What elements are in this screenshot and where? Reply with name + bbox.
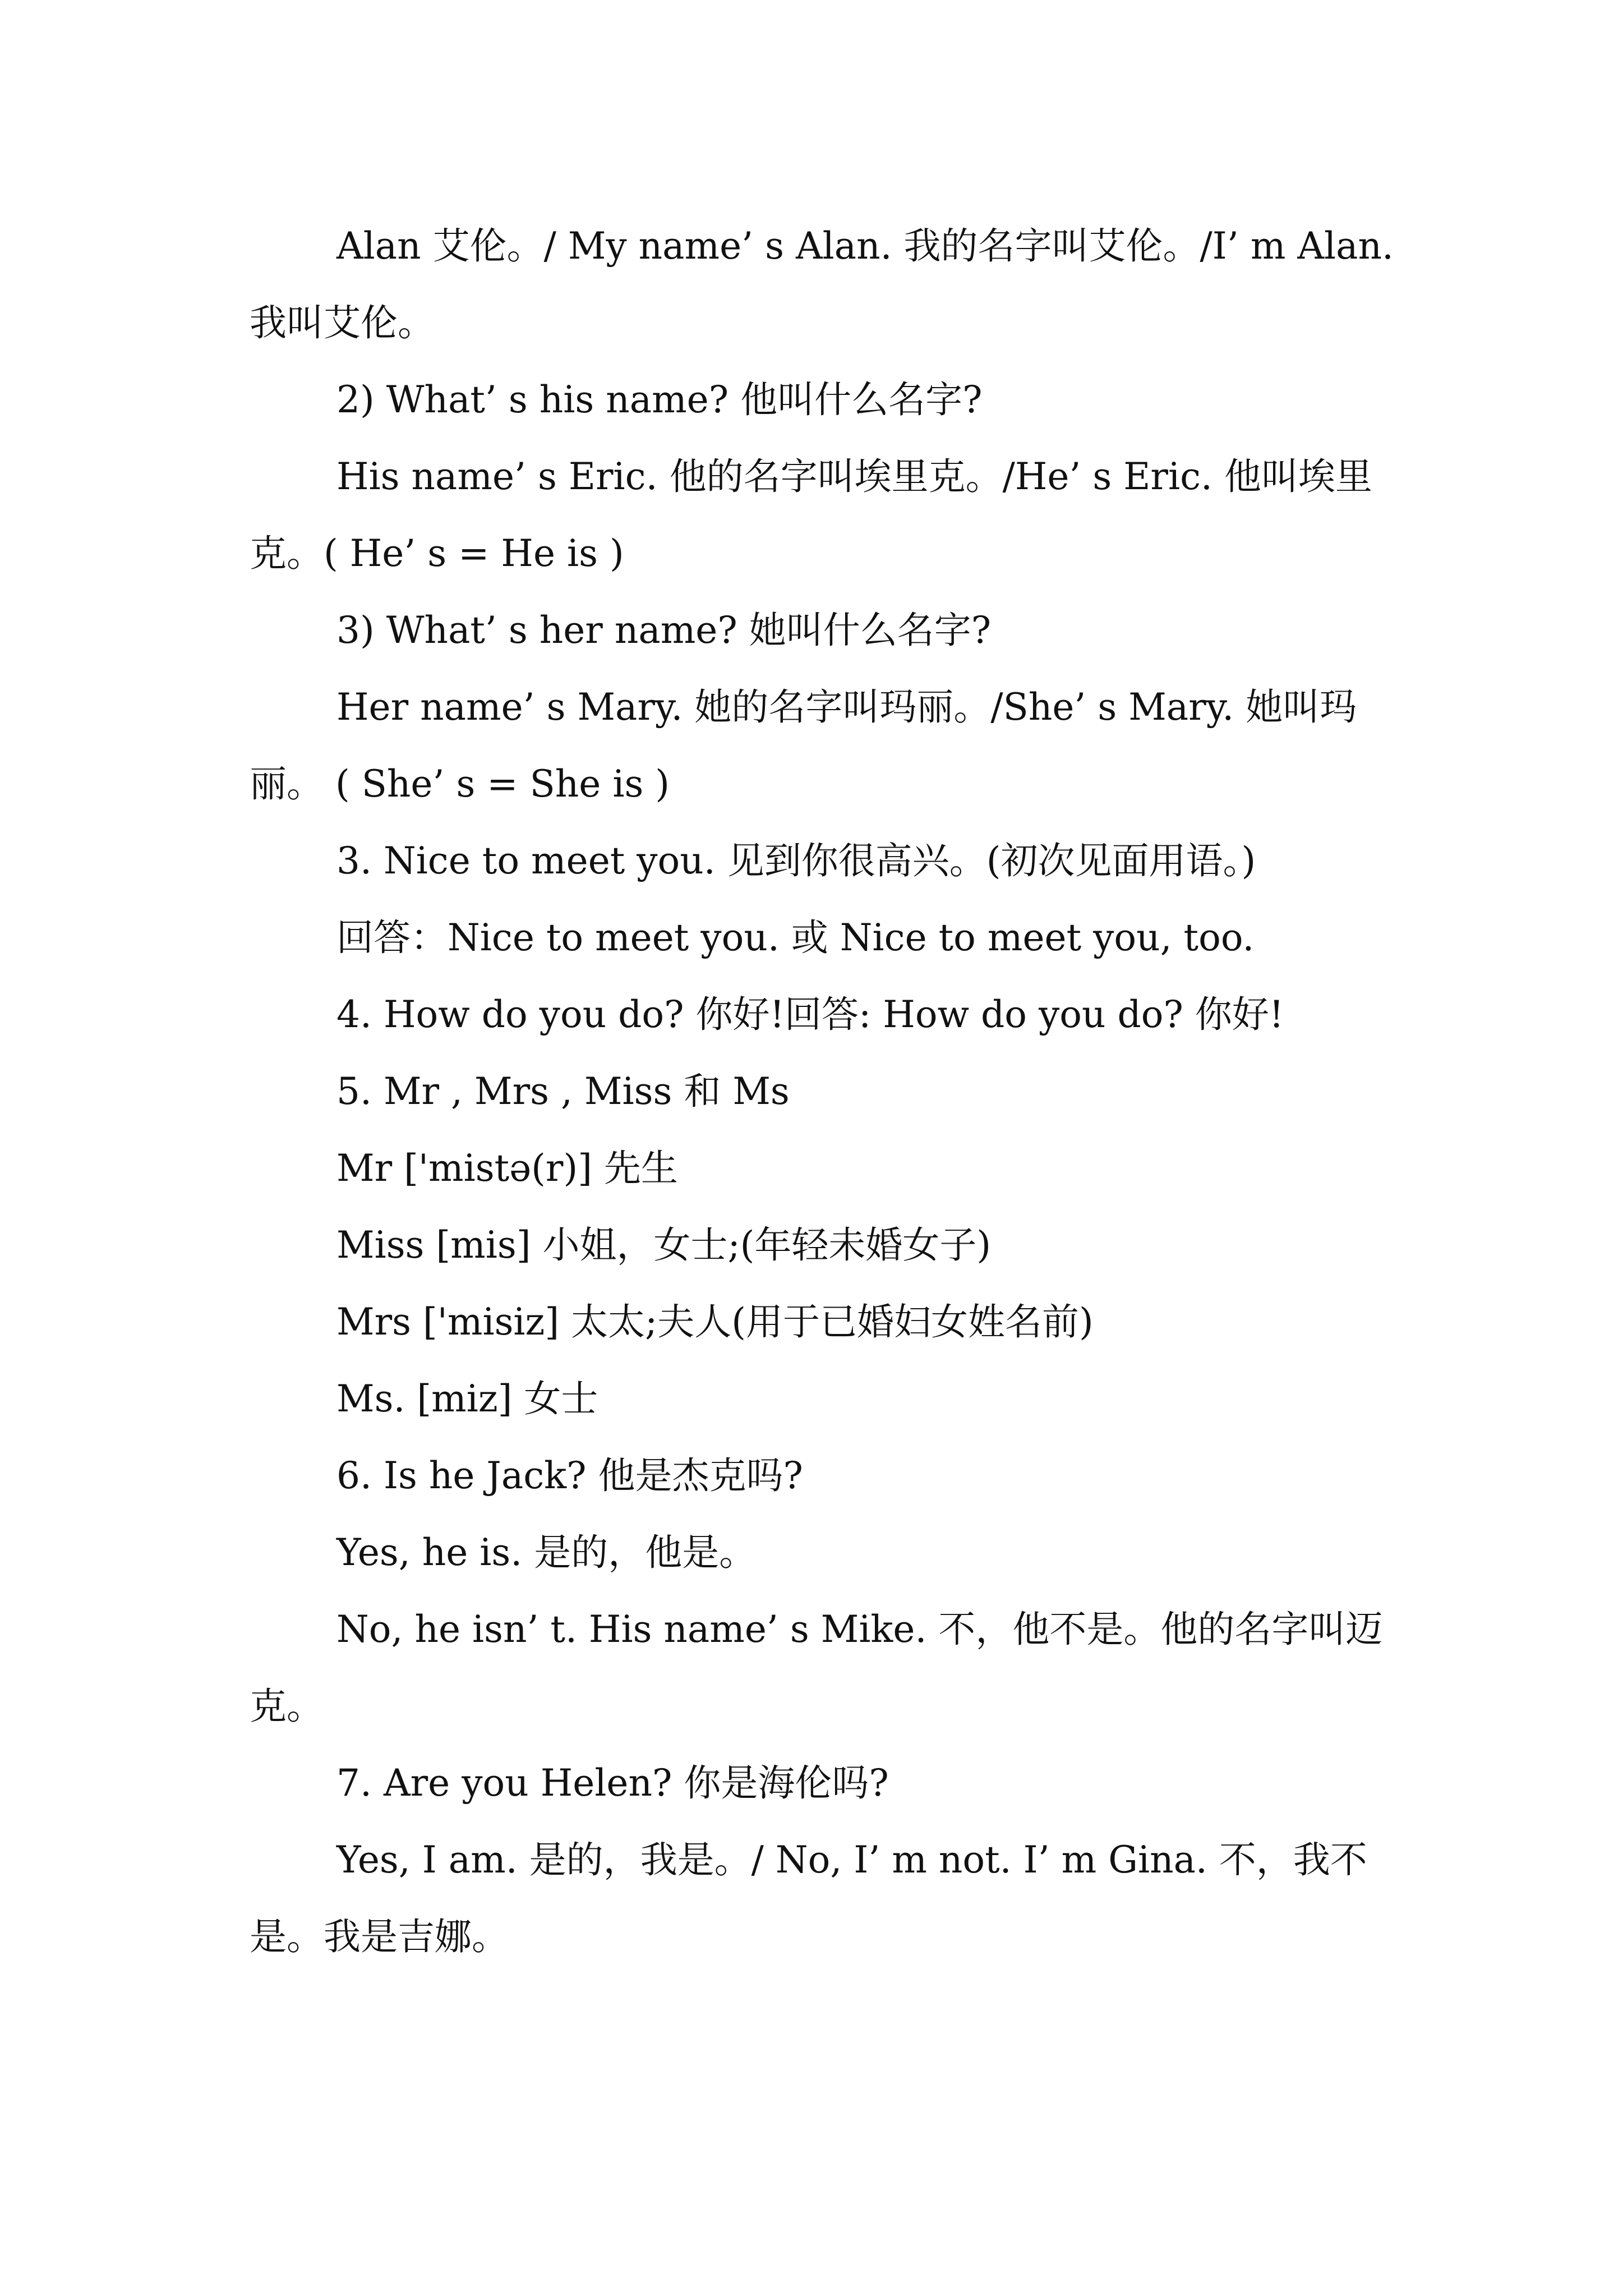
paragraph-mr-definition: Mr ['mistə(r)] 先生 (336, 1147, 678, 1190)
paragraph-titles-heading: 5. Mr , Mrs , Miss 和 Ms (336, 1070, 790, 1113)
paragraph-no-he-isnt: No, he isn’ t. His name’ s Mike. 不，他不是。他的名字叫迈克。 (250, 1608, 1383, 1728)
paragraph-alan-answer: Alan 艾伦。/ My name’ s Alan. 我的名字叫艾伦。/I’ m Alan. 我叫艾伦。 (250, 224, 1405, 344)
paragraph-her-name-answer: Her name’ s Mary. 她的名字叫玛丽。/She’ s Mary. 她叫玛丽。 ( She’ s = She is ) (250, 685, 1357, 806)
paragraph-his-name-question: 2) What’ s his name? 他叫什么名字? (336, 378, 983, 421)
paragraph-his-name-answer: His name’ s Eric. 他的名字叫埃里克。/He’ s Eric. 他叫埃里克。( He’ s = He is ) (250, 455, 1373, 575)
paragraph-are-you-helen: 7. Are you Helen? 你是海伦吗? (336, 1761, 889, 1805)
paragraph-how-do-you-do: 4. How do you do? 你好!回答: How do you do? 你好! (336, 993, 1284, 1036)
document-body (250, 208, 1405, 1975)
paragraph-yes-he-is: Yes, he is. 是的，他是。 (336, 1531, 757, 1574)
paragraph-nice-to-meet-you-answer: 回答：Nice to meet you. 或 Nice to meet you, too. (336, 916, 1255, 959)
paragraph-ms-definition: Ms. [miz] 女士 (336, 1377, 598, 1420)
paragraph-miss-definition: Miss [mis] 小姐，女士;(年轻未婚女子) (336, 1223, 992, 1267)
paragraph-nice-to-meet-you: 3. Nice to meet you. 见到你很高兴。(初次见面用语。) (336, 839, 1256, 882)
paragraph-is-he-jack: 6. Is he Jack? 他是杰克吗? (336, 1454, 803, 1497)
paragraph-her-name-question: 3) What’ s her name? 她叫什么名字? (336, 609, 992, 652)
paragraph-mrs-definition: Mrs ['misiz] 太太;夫人(用于已婚妇女姓名前) (336, 1300, 1094, 1343)
paragraph-yes-i-am: Yes, I am. 是的，我是。/ No, I’ m not. I’ m Gina. 不，我不是。我是吉娜。 (250, 1838, 1367, 1958)
